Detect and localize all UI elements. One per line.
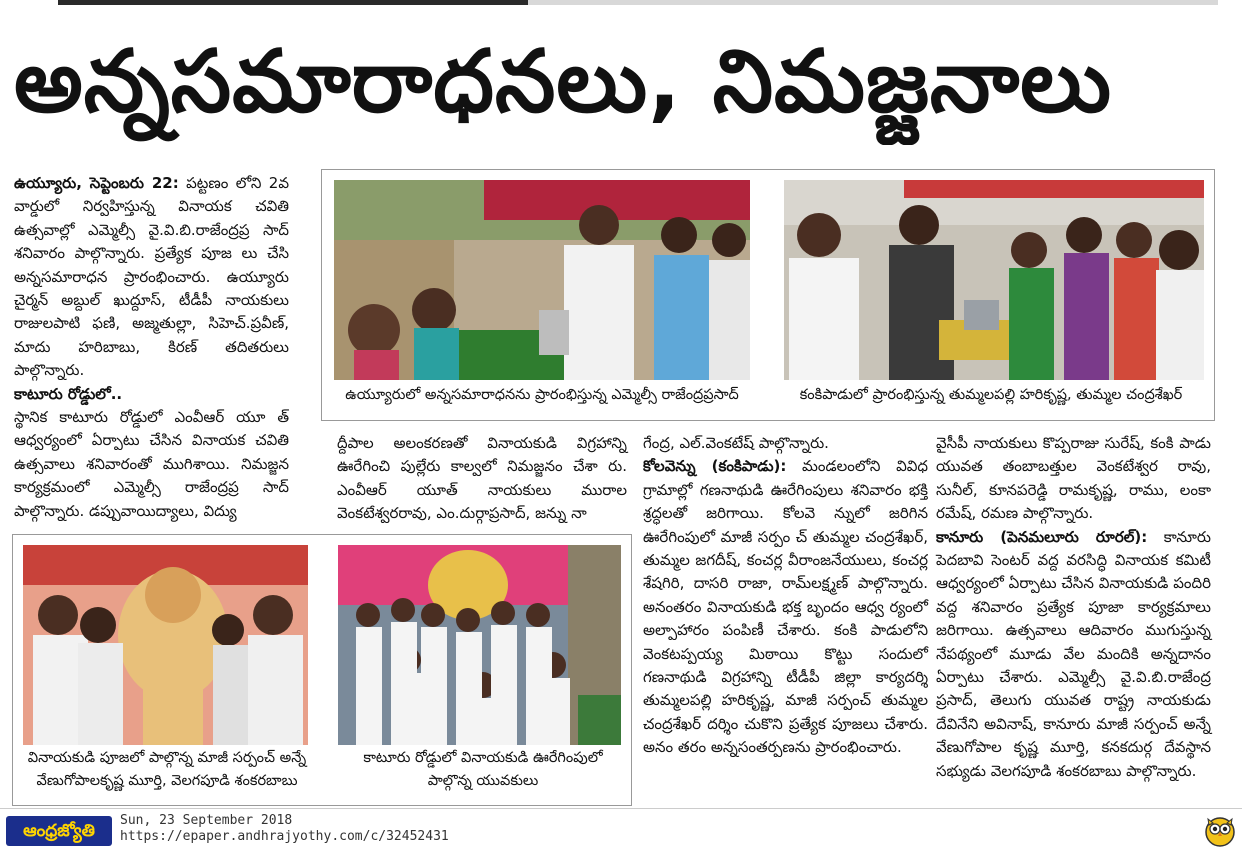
- bottom-photo-box: [12, 534, 632, 806]
- subhead-kanuru: కానూరు (పెనమలూరు రూరల్):: [936, 527, 1148, 546]
- edition-date: Sun, 23 September 2018: [120, 813, 293, 828]
- paragraph-1: ఉయ్యూరు, సెప్టెంబరు 22: పట్టణం లోని 2వ వార్డులో నిర్వహిస్తున్న వినాయక చవితి ఉత్సవాల్లో ఎమ్మెల్సీ వై.వి.బి.రాజేంద్రప్ర సాద్ శనివారం పాల్గొన్నారు. ప్రత్యేక పూజ లు చేసి అన్నసమారాధన ప్రారంభించారు. ఉయ్యూరు చైర్మన్ అబ్దుల్ ఖుద్దూస్, టీడీపీ నాయకులు రాజులపాటి ఫణి, అజ్మతుల్లా, సిహెచ్.ప్రవీణ్, మాదు హరిబాబు, కిరణ్ తదితరులు పాల్గొన్నారు.: [14, 174, 290, 380]
- subhead-kolavennu: కోలవెన్ను (కంకిపాడు):: [643, 457, 787, 476]
- paragraph-col4-2: కానూరు (పెనమలూరు రూరల్): కానూరు పెదబావి సెంటర్ వద్ద వరసిద్ధి వినాయక కమిటీ ఆధ్వర్యంలో ఏర్పాటు చేసిన వినాయకుడి పందిరి వద్ద శనివారం ప్రత్యేక పూజా కార్యక్రమాలు జరిగాయి. ఉత్సవాలు ఆదివారం ముగుస్తున్న నేపథ్యంలో మూడు వేల మందికి అన్నదానం ఏర్పాటు చేశారు. ఎమ్మెల్సీ వై.వి.బి.రాజేంద్ర ప్రసాద్, తెలుగు యువత రాష్ట్ర నాయకుడు దేవినేని అవినాష్, కానూరు మాజీ సర్పంచ్ అన్నే వేణుగోపాల కృష్ణ మూర్తి, కనకదుర్గ దేవస్థాన సభ్యుడు వెలగపూడి శంకరబాబు పాల్గొన్నారు.: [936, 527, 1211, 780]
- article-url[interactable]: https://epaper.andhrajyothy.com/c/32452431: [120, 829, 449, 844]
- photo-annasamaradhana-uyyuru: [334, 180, 750, 380]
- photo-kankipadu: [784, 180, 1204, 380]
- article-column-2: [337, 432, 627, 526]
- owl-icon[interactable]: [1204, 813, 1236, 847]
- paragraph-col3-2: కోలవెన్ను (కంకిపాడు): మండలంలోని వివిధ గ్రామాల్లో గణనాథుడి ఊరేగింపులు శనివారం భక్తి శ్రద్ధలతో జరిగాయి. కోలవె న్నులో జరిగిన ఊరేగింపులో మాజీ సర్పం చ్ తుమ్మల చంద్రశేఖర్, తుమ్మల జగదీష్, కంచర్ల వీరాంజనేయులు, కంచర్ల శేషగిరి, దాసరి రాజా, రామ్‌లక్ష్మణ్ పాల్గొన్నారు. అనంతరం వినాయకుడి భక్త బృందం ఆధ్వ ర్యంలో అల్పాహారం పంపిణీ చేశారు. కంకి పాడులోని వెంకటప్పయ్య మిఠాయి కొట్టు సందులో గణనాథుడి విగ్రహాన్ని టీడీపీ జిల్లా కార్యదర్శి తుమ్మలపల్లి హరికృష్ణ, మాజీ సర్పంచ్ తుమ్మల చంద్రశేఖర్ దర్శిం చుకొని ప్రత్యేక పూజలు చేశారు. అనం తరం అన్నసంతర్పణను ప్రారంభించారు.: [643, 457, 928, 757]
- subhead-katuru: కాటూరు రోడ్డులో..: [14, 384, 123, 403]
- paragraph-col3-1: గేంద్ర, ఎల్.వెంకటేష్ పాల్గొన్నారు.: [643, 434, 829, 452]
- headline: అన్నసమారాధనలు, నిమజ్జనాలు: [14, 32, 1112, 132]
- top-progress-bar: [0, 0, 1242, 6]
- dateline: ఉయ్యూరు, సెప్టెంబరు 22:: [14, 174, 179, 192]
- paragraph-col4-1: వైసీపీ నాయకులు కొప్పరాజు సురేష్, కంకి పాడు యువత తంబాబత్తుల వెంకటేశ్వర రావు, సునీల్, కూనపరెడ్డి రామకృష్ణ, రాము, లంకా రమేష్, రమణ పాల్గొన్నారు.: [936, 434, 1211, 523]
- top-bar-light: [528, 0, 1218, 5]
- article-column-3: [643, 432, 928, 760]
- caption-top-left: ఉయ్యూరులో అన్నసమారాధనను ప్రారంభిస్తున్న ఎమ్మెల్సీ రాజేంద్రప్రసాద్: [345, 387, 739, 403]
- article-column-1: [14, 172, 289, 523]
- caption-bottom-right: కాటూరు రోడ్డులో వినాయకుడి ఊరేగింపులో పాల్గొన్న యువకులు: [363, 750, 603, 789]
- photo-ganesh-puja: [23, 545, 308, 745]
- paragraph-2: స్థానిక కాటూరు రోడ్డులో ఎంవీఆర్ యూ త్ ఆధ్వర్యంలో ఏర్పాటు చేసిన వినాయక చవితి ఉత్సవాలు శనివారంతో ముగిశాయి. నిమజ్జన కార్యక్రమంలో ఎమ్మెల్సీ రాజేంద్రప్ర సాద్ పాల్గొన్నారు. డప్పువాయిద్యాలు, విద్యు: [14, 408, 289, 520]
- andhrajyothy-logo[interactable]: ఆంధ్రజ్యోతి: [6, 816, 112, 846]
- caption-bottom-left: వినాయకుడి పూజలో పాల్గొన్న మాజీ సర్పంచ్ అన్నే వేణుగోపాలకృష్ణ మూర్తి, వెలగపూడి శంకరబాబు: [27, 750, 307, 789]
- caption-top-right: కంకిపాడులో ప్రారంభిస్తున్న తుమ్మలపల్లి హరికృష్ణ, తుమ్మల చంద్రశేఖర్: [799, 387, 1183, 403]
- article-column-4: [936, 432, 1211, 783]
- paragraph-col2: ద్దీపాల అలంకరణతో వినాయకుడి విగ్రహాన్ని ఊరేగించి పుల్లేరు కాల్వలో నిమజ్జనం చేశా రు. ఎంవీఆర్ యూత్ నాయకులు మురాల వెంకటేశ్వరరావు, ఎం.దుర్గాప్రసాద్, జన్ను నా: [337, 434, 627, 523]
- top-bar-dark: [58, 0, 528, 5]
- photo-katuru-youth: [338, 545, 621, 745]
- footer: [0, 808, 1242, 851]
- top-photo-box: [321, 169, 1215, 421]
